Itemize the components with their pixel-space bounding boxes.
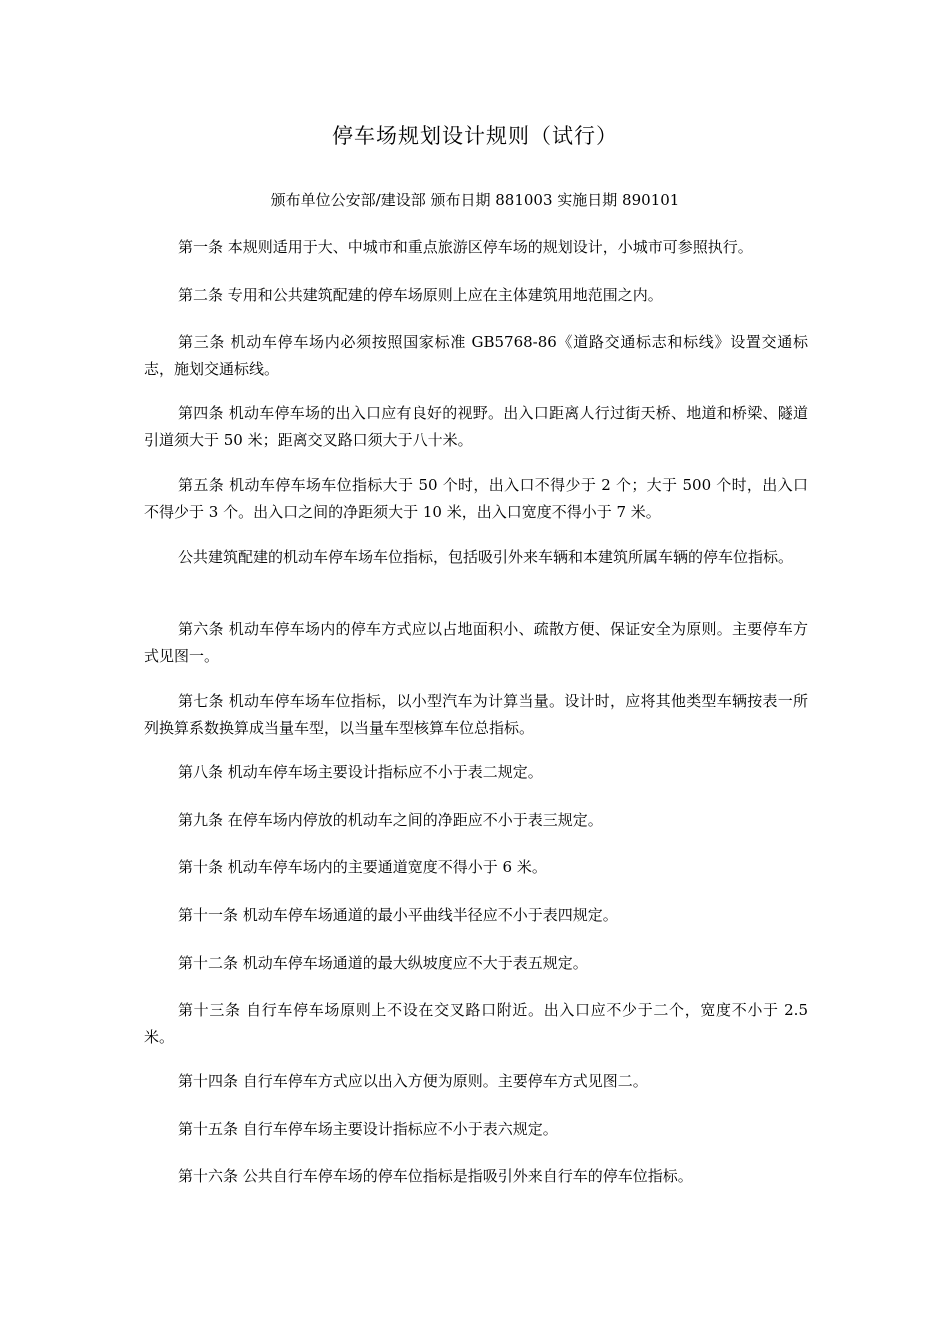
document-meta: 颁布单位公安部/建设部 颁布日期 881003 实施日期 890101 bbox=[270, 191, 680, 209]
paragraph-article-8: 第八条 机动车停车场主要设计指标应不小于表二规定。 bbox=[178, 763, 543, 781]
paragraph-article-9: 第九条 在停车场内停放的机动车之间的净距应不小于表三规定。 bbox=[178, 811, 603, 829]
document-title: 停车场规划设计规则（试行） bbox=[332, 124, 618, 148]
paragraph-article-5: 第五条 机动车停车场车位指标大于 50 个时，出入口不得少于 2 个；大于 500 个时，出入口不得少于 3 个。出入口之间的净距须大于 10 米，出入口宽度不得小于 7 米。 bbox=[144, 476, 808, 521]
paragraph-article-1: 第一条 本规则适用于大、中城市和重点旅游区停车场的规划设计，小城市可参照执行。 bbox=[178, 238, 753, 256]
paragraph-article-5-note: 公共建筑配建的机动车停车场车位指标，包括吸引外来车辆和本建筑所属车辆的停车位指标。 bbox=[178, 548, 794, 566]
paragraph-article-14: 第十四条 自行车停车方式应以出入方便为原则。主要停车方式见图二。 bbox=[178, 1072, 648, 1090]
paragraph-article-2: 第二条 专用和公共建筑配建的停车场原则上应在主体建筑用地范围之内。 bbox=[178, 286, 663, 304]
paragraph-article-15: 第十五条 自行车停车场主要设计指标应不小于表六规定。 bbox=[178, 1120, 558, 1138]
paragraph-article-16: 第十六条 公共自行车停车场的停车位指标是指吸引外来自行车的停车位指标。 bbox=[178, 1167, 693, 1185]
paragraph-article-11: 第十一条 机动车停车场通道的最小平曲线半径应不小于表四规定。 bbox=[178, 906, 618, 924]
paragraph-article-7: 第七条 机动车停车场车位指标，以小型汽车为计算当量。设计时，应将其他类型车辆按表一所列换算系数换算成当量车型，以当量车型核算车位总指标。 bbox=[144, 692, 808, 737]
paragraph-article-6: 第六条 机动车停车场内的停车方式应以占地面积小、疏散方便、保证安全为原则。主要停车方式见图一。 bbox=[144, 620, 808, 665]
paragraph-article-10: 第十条 机动车停车场内的主要通道宽度不得小于 6 米。 bbox=[178, 858, 547, 876]
paragraph-article-3: 第三条 机动车停车场内必须按照国家标准 GB5768-86《道路交通标志和标线》设置交通标志，施划交通标线。 bbox=[144, 333, 808, 378]
paragraph-article-13: 第十三条 自行车停车场原则上不设在交叉路口附近。出入口应不少于二个，宽度不小于 2.5 米。 bbox=[144, 1001, 808, 1046]
paragraph-article-4: 第四条 机动车停车场的出入口应有良好的视野。出入口距离人行过街天桥、地道和桥梁、隧道引道须大于 50 米；距离交叉路口须大于八十米。 bbox=[144, 404, 808, 449]
paragraph-article-12: 第十二条 机动车停车场通道的最大纵坡度应不大于表五规定。 bbox=[178, 954, 588, 972]
